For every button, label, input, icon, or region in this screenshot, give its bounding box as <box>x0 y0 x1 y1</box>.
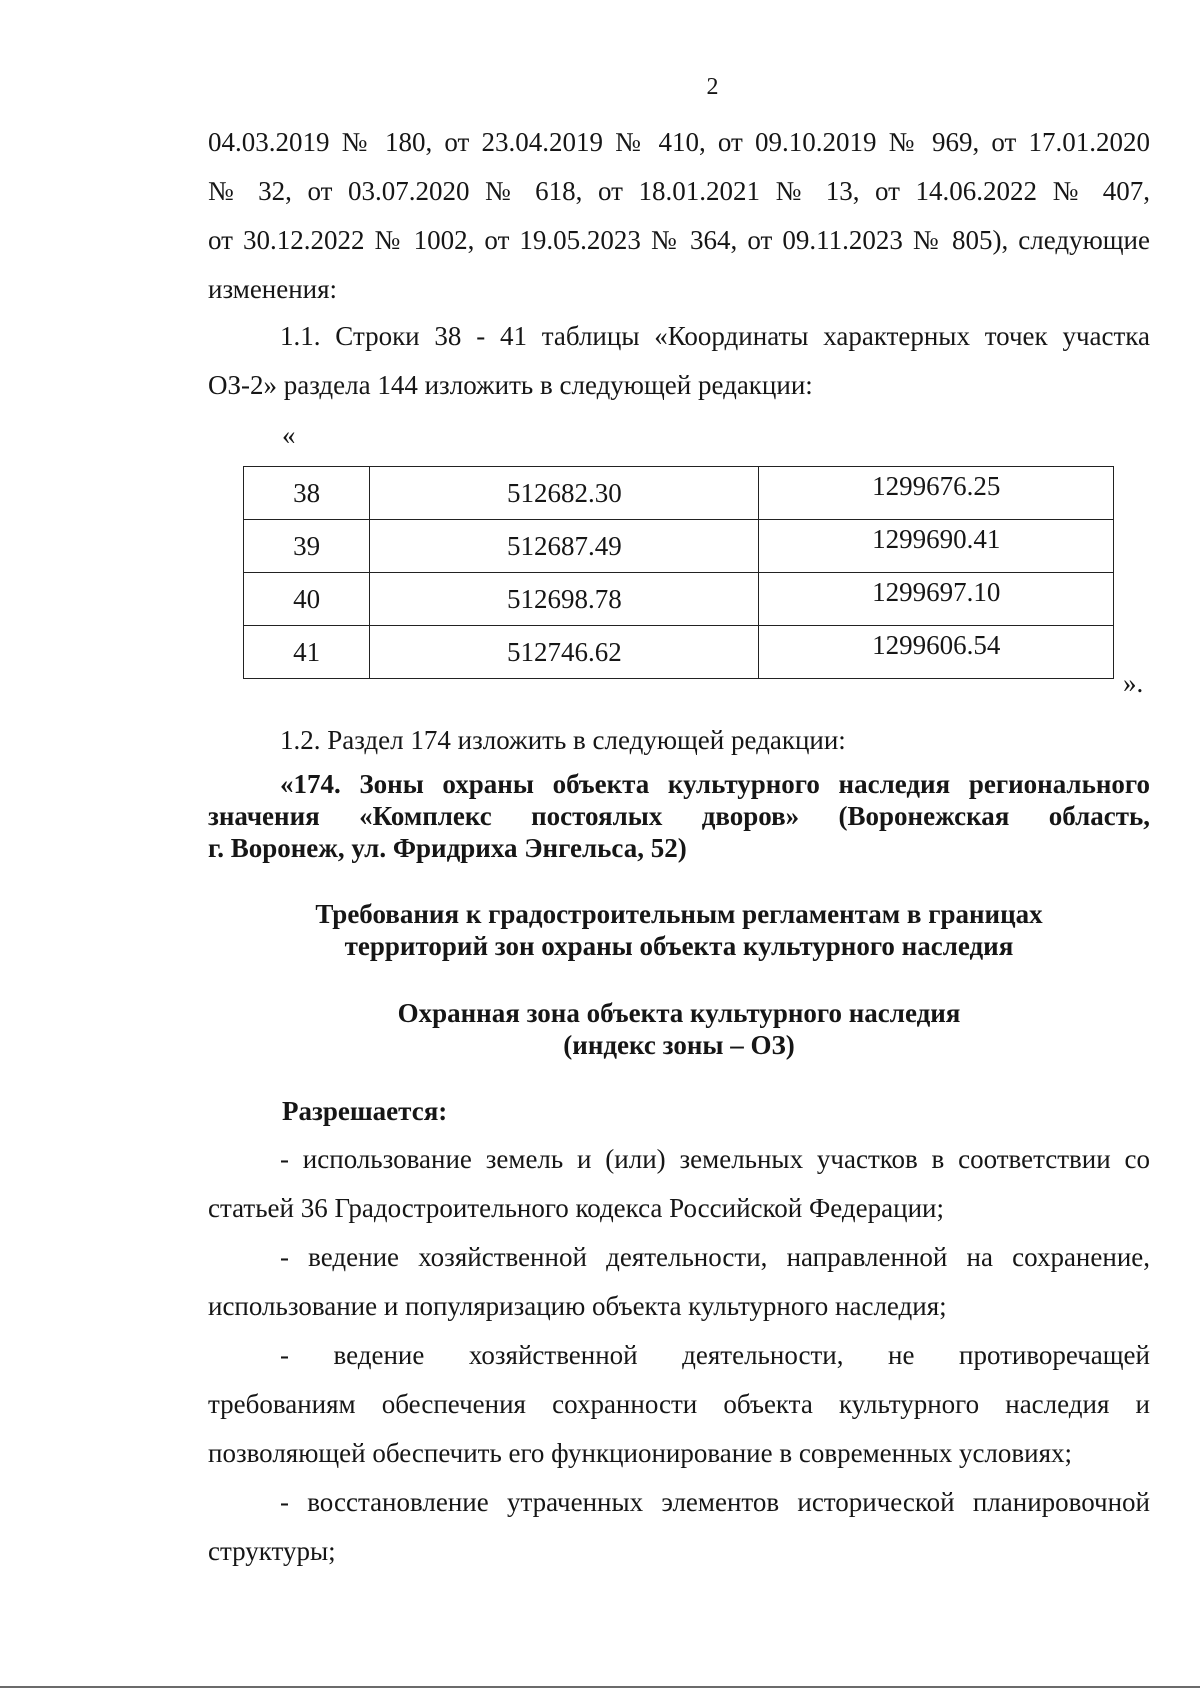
table-cell-point: 41 <box>244 626 370 679</box>
coordinates-table <box>243 466 1114 679</box>
intro-line: 04.03.2019 № 180, от 23.04.2019 № 410, от 09.10.2019 № 969, от 17.01.2020 <box>208 127 1150 157</box>
table-row <box>244 467 1114 520</box>
closing-quote: ». <box>1123 668 1144 698</box>
allowed-item <box>208 1135 1150 1233</box>
allowed-item-line: использование и популяризацию объекта культурного наследия; <box>208 1291 947 1321</box>
table-cell-y: 1299697.10 <box>759 573 1114 626</box>
table-cell-x: 512698.78 <box>370 573 759 626</box>
table-cell-x: 512687.49 <box>370 520 759 573</box>
table-cell-y: 1299606.54 <box>759 626 1114 679</box>
allowed-item-line: - ведение хозяйственной деятельности, направленной на сохранение, <box>280 1242 1150 1272</box>
table-cell-point: 38 <box>244 467 370 520</box>
allowed-item-line: позволяющей обеспечить его функционирование в современных условиях; <box>208 1438 1073 1468</box>
zone-heading <box>208 997 1150 1061</box>
intro-line: от 30.12.2022 № 1002, от 19.05.2023 № 364, от 09.11.2023 № 805), следующие <box>208 225 1150 255</box>
table-cell-point: 40 <box>244 573 370 626</box>
item-1-1-paragraph <box>208 312 1150 410</box>
section-174-line: значения «Комплекс постоялых дворов» (Воронежская область, <box>208 801 1150 831</box>
table-cell-y: 1299690.41 <box>759 520 1114 573</box>
table-cell-x: 512746.62 <box>370 626 759 679</box>
opening-quote: « <box>282 420 296 450</box>
table-row <box>244 573 1114 626</box>
zone-heading-line: Охранная зона объекта культурного наследия <box>397 998 961 1028</box>
intro-paragraph <box>208 118 1150 314</box>
page-bottom-edge <box>0 1686 1200 1688</box>
section-174-line: г. Воронеж, ул. Фридриха Энгельса, 52) <box>208 833 687 863</box>
allowed-item-line: структуры; <box>208 1536 336 1566</box>
section-174-title <box>208 768 1150 864</box>
table-cell-y: 1299676.25 <box>759 467 1114 520</box>
allowed-item <box>208 1478 1150 1576</box>
requirements-heading <box>208 898 1150 962</box>
table-row <box>244 520 1114 573</box>
allowed-item-line: - восстановление утраченных элементов исторической планировочной <box>280 1487 1150 1517</box>
allowed-item-line: - ведение хозяйственной деятельности, не противоречащей <box>280 1340 1150 1370</box>
zone-heading-line: (индекс зоны – ОЗ) <box>563 1030 795 1060</box>
requirements-heading-line: Требования к градостроительным регламентам в границах <box>315 899 1043 929</box>
table-cell-point: 39 <box>244 520 370 573</box>
item-1-1-line: 1.1. Строки 38 - 41 таблицы «Координаты характерных точек участка <box>280 321 1150 351</box>
item-1-1-line: ОЗ-2» раздела 144 изложить в следующей редакции: <box>208 370 813 400</box>
intro-line: изменения: <box>208 274 338 304</box>
requirements-heading-line: территорий зон охраны объекта культурного наследия <box>344 931 1014 961</box>
allowed-heading: Разрешается: <box>282 1096 448 1126</box>
allowed-item <box>208 1233 1150 1331</box>
table-cell-x: 512682.30 <box>370 467 759 520</box>
allowed-item <box>208 1331 1150 1478</box>
allowed-item-line: требованиям обеспечения сохранности объекта культурного наследия и <box>208 1389 1150 1419</box>
section-174-line: «174. Зоны охраны объекта культурного наследия регионального <box>280 769 1150 799</box>
table-row <box>244 626 1114 679</box>
item-1-2-paragraph: 1.2. Раздел 174 изложить в следующей редакции: <box>280 725 846 755</box>
allowed-item-line: - использование земель и (или) земельных участков в соответствии со <box>280 1144 1150 1174</box>
page-number: 2 <box>706 74 719 100</box>
intro-line: № 32, от 03.07.2020 № 618, от 18.01.2021 № 13, от 14.06.2022 № 407, <box>208 176 1150 206</box>
allowed-item-line: статьей 36 Градостроительного кодекса Российской Федерации; <box>208 1193 944 1223</box>
